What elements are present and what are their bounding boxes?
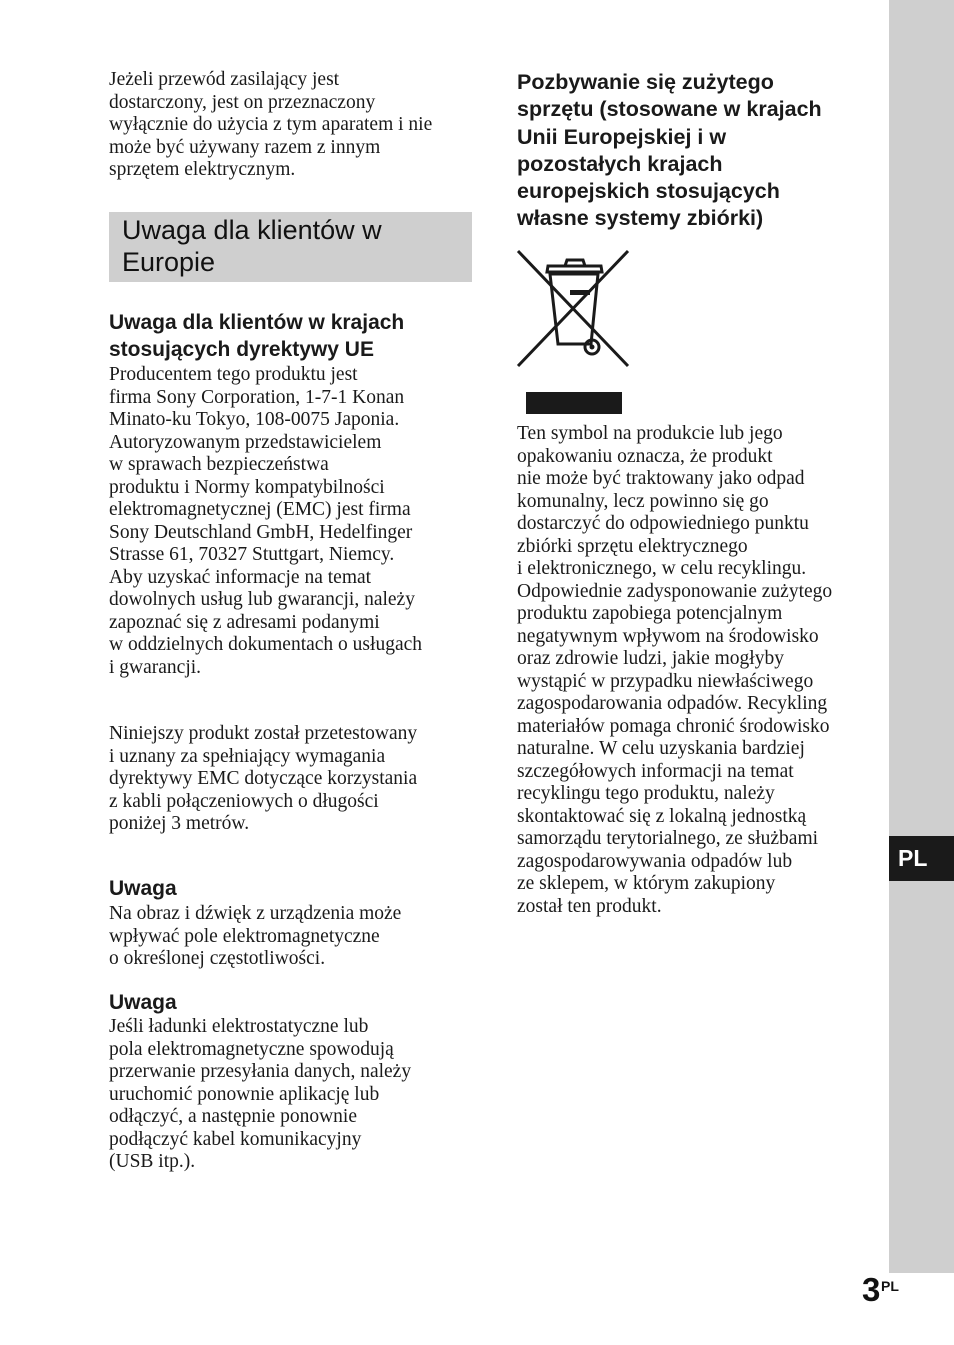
- page-number-suffix: PL: [881, 1278, 899, 1294]
- section-banner-heading: Uwaga dla klientów w Europie: [122, 215, 382, 277]
- note-paragraph-2: Jeśli ładunki elektrostatyczne lub pola elektromagnetyczne spowodują przerwanie przesyłania danych, należy uruchomić ponownie aplikację lub odłączyć, a następnie ponownie podłączyć kabel komunikacyjny (USB itp.).: [109, 1016, 412, 1172]
- eu-directives-heading: Uwaga dla klientów w krajach stosujących dyrektywy UE: [109, 311, 405, 361]
- crossed-out-wheelie-bin-icon: [515, 248, 633, 374]
- note-paragraph-1: Na obraz i dźwięk z urządzenia może wpływać pole elektromagnetyczne o określonej częstotliwości.: [109, 903, 402, 969]
- eu-directives-paragraph: Producentem tego produktu jest firma Sony Corporation, 1-7-1 Konan Minato-ku Tokyo, 108-0075 Japonia. Autoryzowanym przedstawicielem w sprawach bezpieczeństwa produktu i Normy kompatybilności elektromagnetycznej (EMC) jest firma Sony Deutschland GmbH, Hedelfinger Strasse 61, 70327 Stuttgart, Niemcy. Aby uzyskać informacje na temat dowolnych usług lub gwarancji, należy zapoznać się z adresami podanymi w oddzielnych dokumentach o usługach i gwarancji.: [109, 364, 422, 678]
- emc-paragraph: Niniejszy produkt został przetestowany i uznany za spełniający wymagania dyrektywy EMC dotyczące korzystania z kabli połączeniowych o długości poniżej 3 metrów.: [109, 723, 418, 834]
- page-number: 3: [862, 1271, 881, 1308]
- side-band: [889, 0, 954, 1273]
- disposal-paragraph: Ten symbol na produkcie lub jego opakowaniu oznacza, że produkt nie może być traktowany jako odpad komunalny, lecz powinno się go dostarczyć do odpowiedniego punktu zbiórki sprzętu elektrycznego i elektronicznego, w celu recyklingu. Odpowiednie zadysponowanie zużytego produktu zapobiega potencjalnym negatywnym wpływom na środowisko oraz zdrowie ludzi, jakie mogłyby wystąpić w przypadku niewłaściwego zagospodarowania odpadów. Recykling materiałów pomaga chronić środowisko naturalne. W celu uzyskania bardziej szczegółowych informacji na temat recyklingu tego produktu, należy skontaktować się z lokalną jednostką samorządu terytorialnego, ze służbami zagospodarowywania odpadów lub ze sklepem, w którym zakupiony został ten produkt.: [517, 423, 833, 917]
- weee-solid-bar: [526, 392, 622, 414]
- disposal-heading: Pozbywanie się zużytego sprzętu (stosowane w krajach Unii Europejskiej i w pozostałych krajach europejskich stosujących własne systemy zbiórki): [517, 70, 822, 231]
- section-banner: [109, 212, 472, 282]
- power-cord-paragraph: Jeżeli przewód zasilający jest dostarczony, jest on przeznaczony wyłącznie do użycia z tym aparatem i nie może być używany razem z innym sprzętem elektrycznym.: [109, 69, 433, 180]
- language-tab: PL: [889, 836, 954, 881]
- note-heading-2: Uwaga: [109, 991, 177, 1014]
- note-heading-1: Uwaga: [109, 877, 177, 900]
